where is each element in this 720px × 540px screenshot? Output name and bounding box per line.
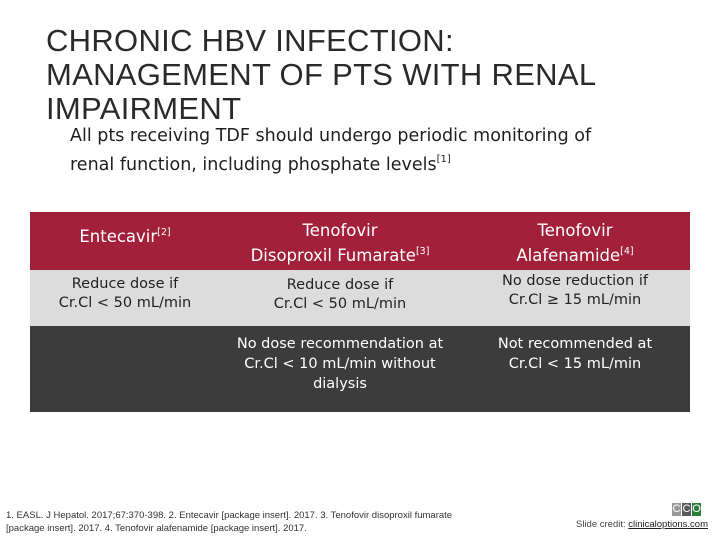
row1-tdf-line1: Reduce dose if bbox=[286, 277, 394, 293]
header-tdf bbox=[225, 220, 455, 266]
row2-taf-line2: Cr.Cl < 15 mL/min bbox=[508, 356, 642, 372]
table-row bbox=[30, 326, 690, 412]
bullet-point bbox=[70, 124, 690, 177]
row2-tdf bbox=[225, 334, 455, 394]
bullet-line-2 bbox=[70, 148, 690, 177]
row1-tdf-line2: Cr.Cl < 50 mL/min bbox=[273, 296, 407, 312]
header-tdf-line2 bbox=[225, 241, 455, 266]
row1-taf bbox=[470, 272, 680, 310]
bullet-reference: [1] bbox=[436, 154, 451, 165]
logo-letter-3: O bbox=[692, 503, 701, 515]
bullet-line-2-text: renal function, including phosphate levels bbox=[70, 155, 437, 175]
header-entecavir-label: Entecavir bbox=[79, 227, 158, 246]
references-footnote bbox=[6, 509, 526, 535]
row2-tdf-line1: No dose recommendation at bbox=[236, 336, 444, 352]
header-taf-line2-text: Alafenamide bbox=[516, 246, 621, 265]
table-row bbox=[30, 270, 690, 326]
row1-entecavir-line2: Cr.Cl < 50 mL/min bbox=[58, 295, 192, 311]
slide-title bbox=[46, 24, 686, 126]
slide-credit bbox=[576, 519, 708, 530]
logo-letter-1: C bbox=[672, 503, 681, 515]
footnote-line-2: [package insert]. 2017. 4. Tenofovir alafenamide [package insert]. 2017. bbox=[6, 523, 307, 534]
title-line-1: CHRONIC HBV INFECTION: bbox=[46, 23, 454, 58]
table-header-row bbox=[30, 212, 690, 270]
row1-tdf bbox=[225, 276, 455, 314]
header-taf bbox=[470, 220, 680, 266]
row2-taf-line1: Not recommended at bbox=[497, 336, 653, 352]
title-line-2: MANAGEMENT OF PTS WITH RENAL bbox=[46, 57, 597, 92]
cco-logo bbox=[672, 503, 702, 517]
header-taf-line1: Tenofovir bbox=[537, 221, 613, 240]
header-entecavir bbox=[30, 222, 220, 247]
renal-dosing-table bbox=[30, 212, 690, 412]
header-tdf-ref: [3] bbox=[415, 246, 430, 257]
header-entecavir-ref: [2] bbox=[157, 227, 171, 238]
row1-taf-line2: Cr.Cl ≥ 15 mL/min bbox=[508, 292, 642, 308]
row1-entecavir bbox=[30, 275, 220, 313]
header-taf-line2 bbox=[470, 241, 680, 266]
credit-label: Slide credit: bbox=[575, 519, 626, 530]
footnote-line-1: 1. EASL. J Hepatol. 2017;67:370-398. 2. Entecavir [package insert]. 2017. 3. Tenofovir disoproxil fumarate bbox=[6, 510, 453, 521]
row1-entecavir-line1: Reduce dose if bbox=[71, 276, 179, 292]
logo-letter-2: C bbox=[682, 503, 691, 515]
row1-taf-line1: No dose reduction if bbox=[502, 273, 648, 289]
credit-link[interactable]: clinicaloptions.com bbox=[628, 519, 708, 530]
bullet-line-1: All pts receiving TDF should undergo periodic monitoring of bbox=[70, 126, 592, 146]
row2-tdf-line2: Cr.Cl < 10 mL/min without bbox=[244, 356, 436, 372]
header-tdf-line2-text: Disoproxil Fumarate bbox=[250, 246, 416, 265]
header-taf-ref: [4] bbox=[620, 246, 634, 257]
row2-taf bbox=[470, 334, 680, 374]
row2-tdf-line3: dialysis bbox=[313, 376, 367, 392]
header-tdf-line1: Tenofovir bbox=[302, 221, 378, 240]
title-line-3: IMPAIRMENT bbox=[46, 91, 242, 126]
